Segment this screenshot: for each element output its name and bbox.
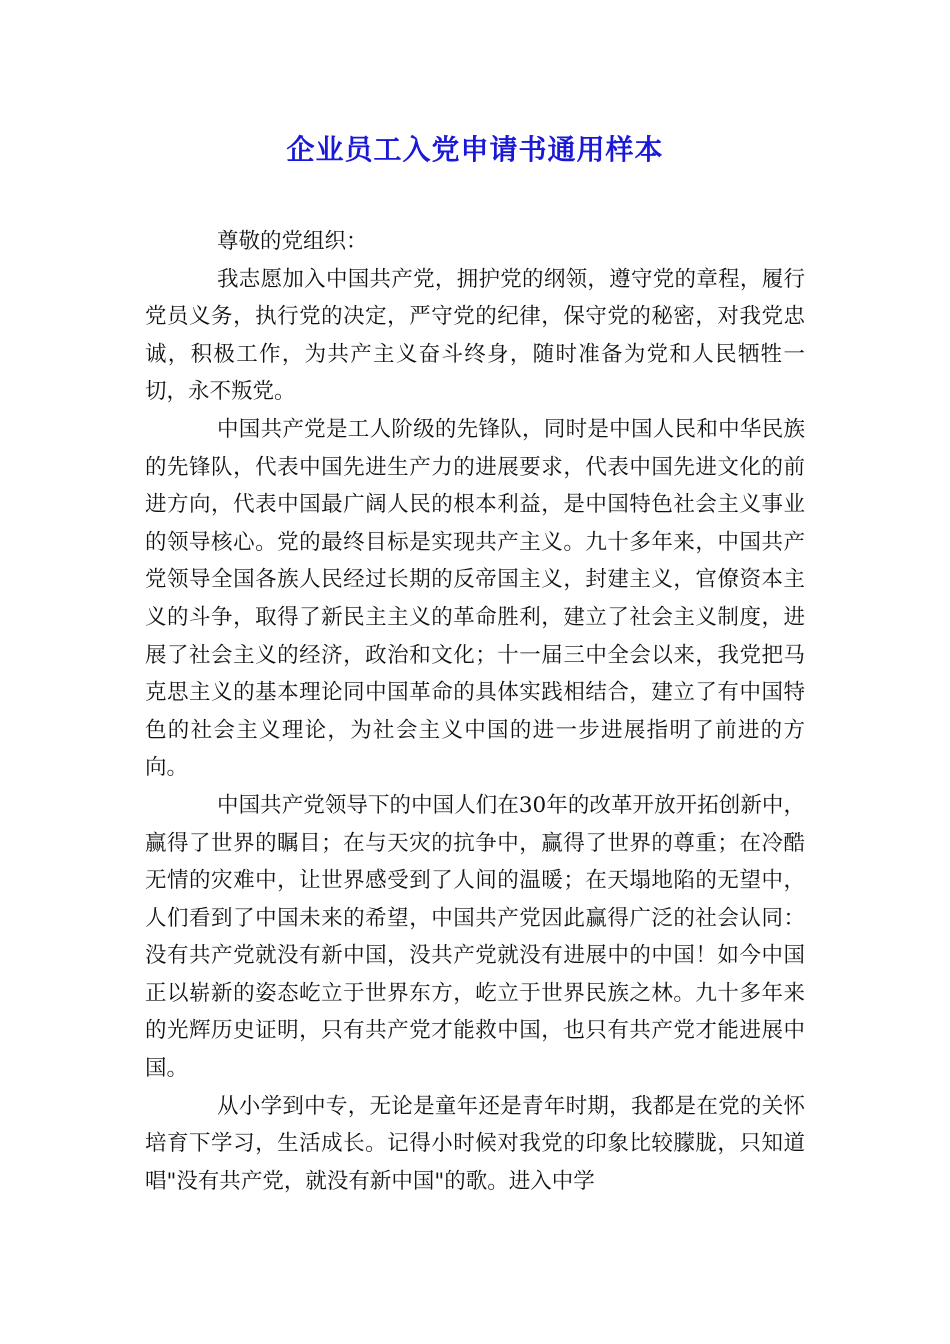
paragraph-achievements: 中国共产党领导下的中国人们在30年的改革开放开拓创新中，赢得了世界的瞩目；在与天灾的抗争中，赢得了世界的尊重；在冷酷无情的灾难中，让世界感受到了人间的温暖；在天塌地陷的无望中，人们看到了中国未来的希望，中国共产党因此赢得广泛的社会认同：没有共产党就没有新中国，没共产党就没有进展中的中国！如今中国正以崭新的姿态屹立于世界东方，屹立于世界民族之林。九十多年来的光辉历史证明，只有共产党才能救中国，也只有共产党才能进展中国。 <box>145 792 805 1082</box>
document-title: 企业员工入党申请书通用样本 <box>286 133 664 166</box>
salutation: 尊敬的党组织： <box>217 229 368 254</box>
document-body <box>145 223 805 1200</box>
paragraph-party-nature: 中国共产党是工人阶级的先锋队，同时是中国人民和中华民族的先锋队，代表中国先进生产力的进展要求，代表中国先进文化的前进方向，代表中国最广阔人民的根本利益，是中国特色社会主义事业的领导核心。党的最终目标是实现共产主义。九十多年来，中国共产党领导全国各族人民经过长期的反帝国主义，封建主义，官僚资本主义的斗争，取得了新民主主义的革命胜利，建立了社会主义制度，进展了社会主义的经济，政治和文化；十一届三中全会以来，我党把马克思主义的基本理论同中国革命的具体实践相结合，建立了有中国特色的社会主义理论，为社会主义中国的进一步进展指明了前进的方向。 <box>145 416 805 781</box>
paragraph-personal-growth: 从小学到中专，无论是童年还是青年时期，我都是在党的关怀培育下学习，生活成长。记得小时候对我党的印象比较朦胧，只知道唱"没有共产党，就没有新中国"的歌。进入中学 <box>145 1093 805 1194</box>
paragraph-pledge: 我志愿加入中国共产党，拥护党的纲领，遵守党的章程，履行党员义务，执行党的决定，严守党的纪律，保守党的秘密，对我党忠诚，积极工作，为共产主义奋斗终身，随时准备为党和人民牺牲一切，永不叛党。 <box>145 266 805 405</box>
